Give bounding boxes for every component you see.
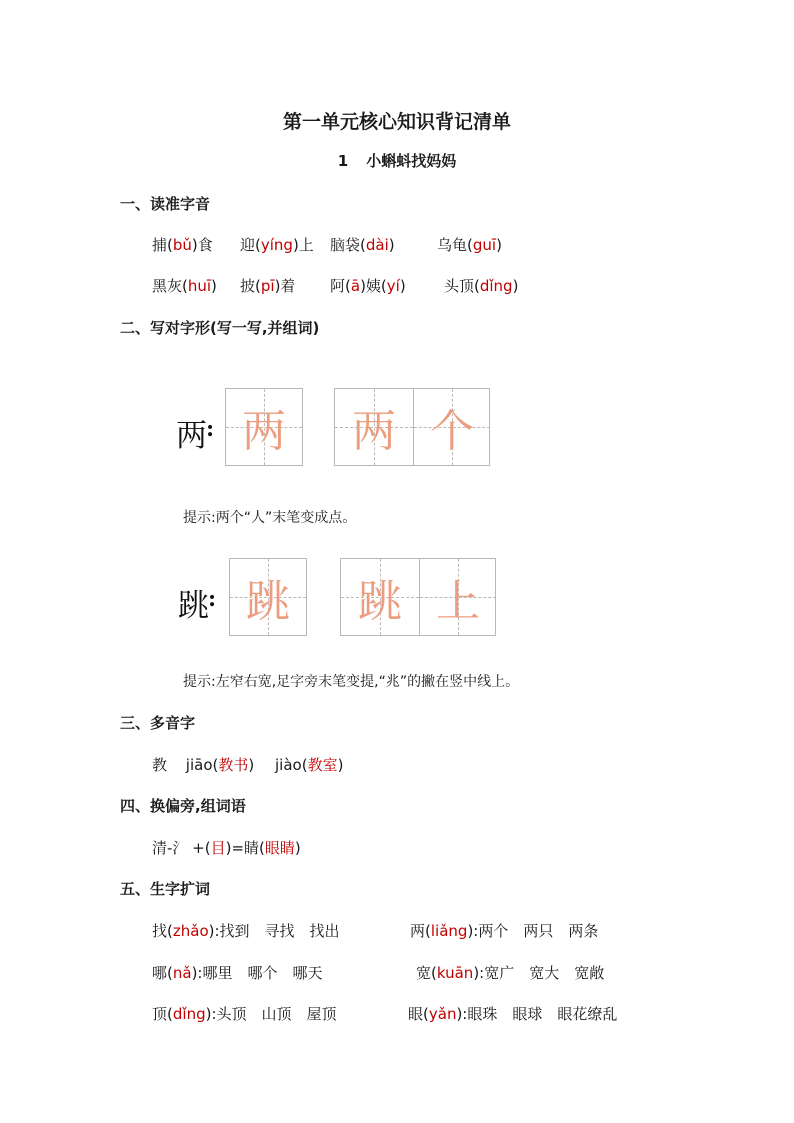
reading-item: 迎(yíng)上: [240, 236, 314, 254]
lesson-title: [0, 150, 794, 171]
lesson-name: 小蝌蚪找妈妈: [366, 152, 457, 170]
target-character: 跳: [178, 588, 209, 624]
writing-grid: [225, 388, 303, 466]
page-title: 第一单元核心知识背记清单: [282, 111, 511, 133]
radical-row: 清-氵 +(目)=睛(眼睛): [152, 839, 301, 857]
expand-item: 两(liǎng):两个 两只 两条: [410, 922, 599, 940]
section-heading-polyphone: 三、多音字: [120, 714, 196, 732]
expand-item: 宽(kuān):宽广 宽大 宽敞: [416, 964, 605, 982]
word-writing-grid: [334, 388, 490, 466]
reading-item: 脑袋(dài): [330, 236, 395, 254]
pinyin: jiào: [275, 756, 302, 774]
target-character: 两: [176, 418, 207, 454]
example-word: 教室: [307, 756, 338, 774]
expand-item: 顶(dǐng):头顶 山顶 屋顶: [152, 1005, 337, 1023]
lesson-number: 1: [337, 152, 349, 170]
reading-item: 头顶(dǐng): [444, 277, 519, 295]
trace-character: 两: [352, 406, 396, 457]
section-heading-writing: 二、写对字形(写一写,并组词): [120, 319, 320, 337]
writing-hint: 提示:左窄右宽,足字旁末笔变提,“兆”的撇在竖中线上。: [183, 674, 520, 690]
colon: :: [206, 416, 215, 442]
polyphone-row: 教 jiāo(教书) jiào(教室): [152, 756, 344, 774]
reading-item: 黑灰(huī): [152, 277, 217, 295]
polyphone-char: 教: [152, 756, 168, 774]
section-heading-pronunciation: 一、读准字音: [120, 195, 211, 213]
colon: :: [208, 586, 217, 612]
writing-grid: [229, 558, 307, 636]
section-heading-expand: 五、生字扩词: [120, 880, 211, 898]
trace-character: 跳: [358, 576, 402, 627]
pinyin: jiāo: [185, 756, 213, 774]
trace-character: 上: [436, 576, 480, 627]
trace-character: 个: [430, 406, 474, 457]
word-writing-grid: [340, 558, 496, 636]
trace-character: 跳: [246, 576, 290, 627]
reading-item: 阿(ā)姨(yí): [330, 277, 406, 295]
expand-item: 找(zhǎo):找到 寻找 找出: [152, 922, 340, 940]
example-word: 教书: [218, 756, 249, 774]
reading-item: 乌龟(guī): [437, 236, 502, 254]
section-heading-radical: 四、换偏旁,组词语: [120, 797, 246, 815]
reading-item: 披(pī)着: [240, 277, 296, 295]
reading-item: 捕(bǔ)食: [152, 236, 213, 254]
expand-item: 哪(nǎ):哪里 哪个 哪天: [152, 964, 323, 982]
expand-item: 眼(yǎn):眼珠 眼球 眼花缭乱: [408, 1005, 618, 1023]
trace-character: 两: [242, 406, 286, 457]
writing-hint: 提示:两个“人”末笔变成点。: [183, 510, 357, 526]
